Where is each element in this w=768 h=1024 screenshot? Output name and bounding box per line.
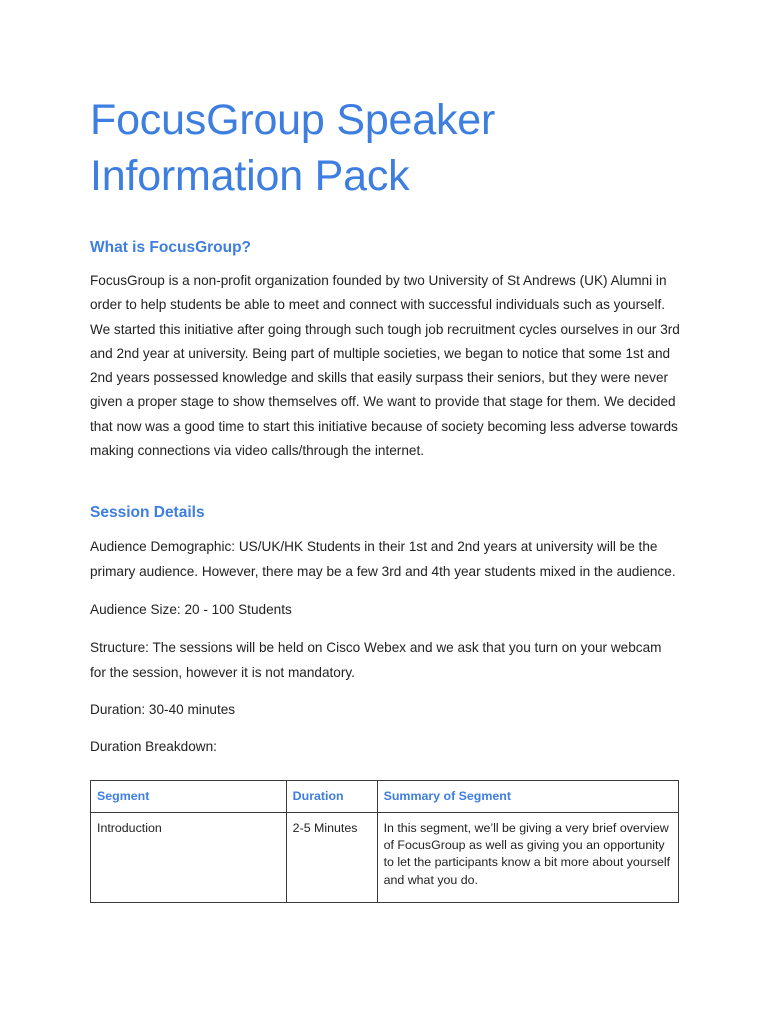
document-page: [90, 92, 680, 903]
header-segment: Segment: [91, 781, 287, 812]
header-summary: Summary of Segment: [377, 781, 678, 812]
cell-duration: 2-5 Minutes: [286, 812, 377, 902]
structure-text: Structure: The sessions will be held on Cisco Webex and we ask that you turn on your webcam for the session, however it is not mandatory.: [90, 640, 662, 680]
session-details-heading: Session Details: [90, 504, 205, 522]
duration-breakdown-label: Duration Breakdown:: [90, 739, 217, 755]
duration-breakdown-table: [90, 780, 679, 902]
cell-segment: Introduction: [91, 812, 287, 902]
table-header-row: [91, 781, 679, 812]
document-title-line-2: Information Pack: [90, 152, 410, 200]
duration-text: Duration: 30-40 minutes: [90, 701, 236, 717]
cell-summary: In this segment, we’ll be giving a very brief overview of FocusGroup as well as giving you an opportunity to let the participants know a bit more about yourself and what you do.: [377, 812, 678, 902]
header-duration: Duration: [286, 781, 377, 812]
what-is-heading: What is FocusGroup?: [90, 239, 252, 256]
document-title-line-1: FocusGroup Speaker: [90, 96, 496, 144]
what-is-paragraph: FocusGroup is a non-profit organization founded by two University of St Andrews (UK) Alumni in order to help students be able to meet and connect with successful individuals such as yourself. We started this initiative after going through such tough job recruitment cycles ourselves in our 3rd and 2nd year at university. Being part of multiple societies, we began to notice that some 1st and 2nd years possessed knowledge and skills that easily surpass their seniors, but they were never given a proper stage to show themselves off. We want to provide that stage for them. We decided that now was a good time to start this initiative because of society becoming less adverse towards making connections via video calls/through the internet.: [90, 273, 680, 459]
document-title: [90, 92, 680, 204]
table-row: [91, 812, 679, 902]
audience-size-text: Audience Size: 20 - 100 Students: [90, 601, 292, 617]
audience-demographic-text: Audience Demographic: US/UK/HK Students in their 1st and 2nd years at university will be the primary audience. However, there may be a few 3rd and 4th year students mixed in the audience.: [90, 539, 676, 579]
